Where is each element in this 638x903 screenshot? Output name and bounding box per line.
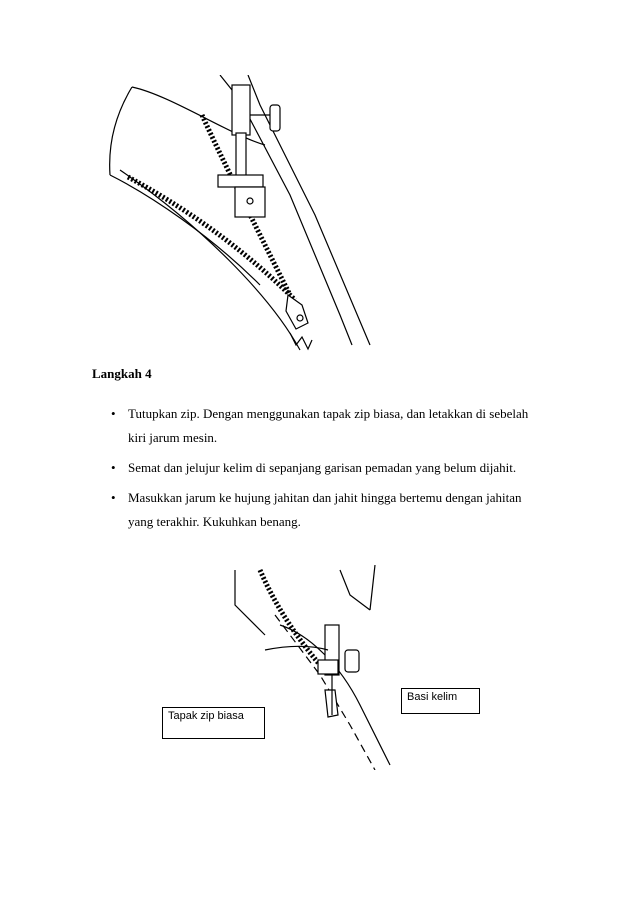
- list-item: • Masukkan jarum ke hujung jahitan dan jahit hingga bertemu dengan jahitan yang terakhir. Kukuhkan benang.: [108, 486, 548, 534]
- zipper-foot-illustration: [90, 75, 420, 355]
- step-heading: Langkah 4: [92, 366, 152, 381]
- list-item: • Tutupkan zip. Dengan menggunakan tapak zip biasa, dan letakkan di sebelah kiri jarum mesin.: [108, 402, 548, 450]
- presser-foot-callout: Tapak zip biasa: [162, 707, 265, 739]
- sewing-foot-illustration: [150, 565, 490, 770]
- list-item: • Semat dan jelujur kelim di sepanjang garisan pemadan yang belum dijahit.: [108, 456, 548, 480]
- basting-callout: Basi kelim: [401, 688, 480, 714]
- step-list: [108, 402, 548, 540]
